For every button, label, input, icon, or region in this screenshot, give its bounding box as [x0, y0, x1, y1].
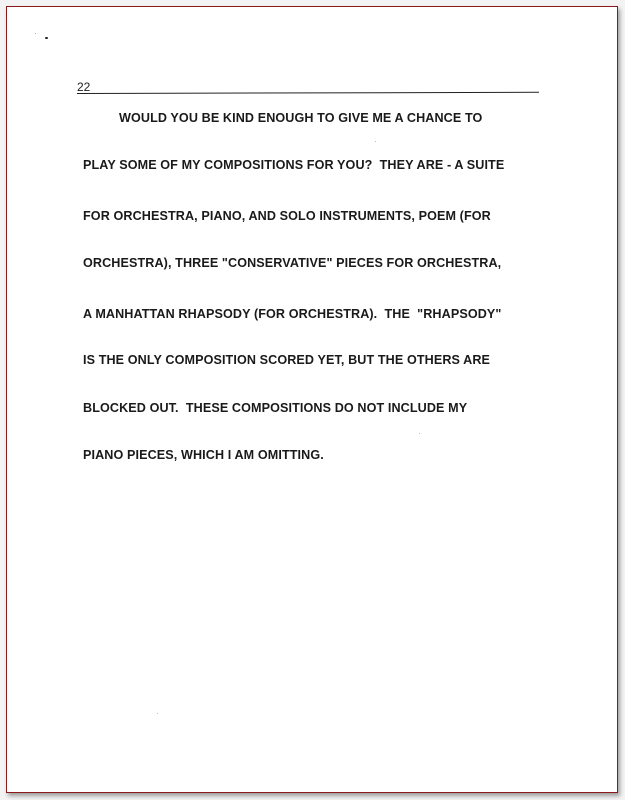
- document-page: [6, 6, 618, 793]
- text-line: BLOCKED OUT. THESE COMPOSITIONS DO NOT INCLUDE MY: [83, 401, 468, 415]
- scan-speck: [157, 713, 158, 714]
- scan-speck: [35, 33, 36, 34]
- text-line: A MANHATTAN RHAPSODY (FOR ORCHESTRA). THE "RHAPSODY": [83, 307, 502, 321]
- page-number: 22: [77, 80, 91, 94]
- scan-speck: [45, 37, 48, 39]
- text-line: PLAY SOME OF MY COMPOSITIONS FOR YOU? THEY ARE - A SUITE: [83, 158, 505, 172]
- text-line: FOR ORCHESTRA, PIANO, AND SOLO INSTRUMENTS, POEM (FOR: [83, 209, 491, 223]
- scan-speck: [419, 433, 420, 434]
- header-rule: [77, 92, 539, 94]
- text-line: IS THE ONLY COMPOSITION SCORED YET, BUT THE OTHERS ARE: [83, 353, 491, 367]
- text-line: ORCHESTRA), THREE "CONSERVATIVE" PIECES FOR ORCHESTRA,: [83, 256, 502, 270]
- scan-speck: [375, 141, 376, 142]
- text-line: PIANO PIECES, WHICH I AM OMITTING.: [83, 448, 324, 462]
- text-line: WOULD YOU BE KIND ENOUGH TO GIVE ME A CHANCE TO: [119, 111, 483, 125]
